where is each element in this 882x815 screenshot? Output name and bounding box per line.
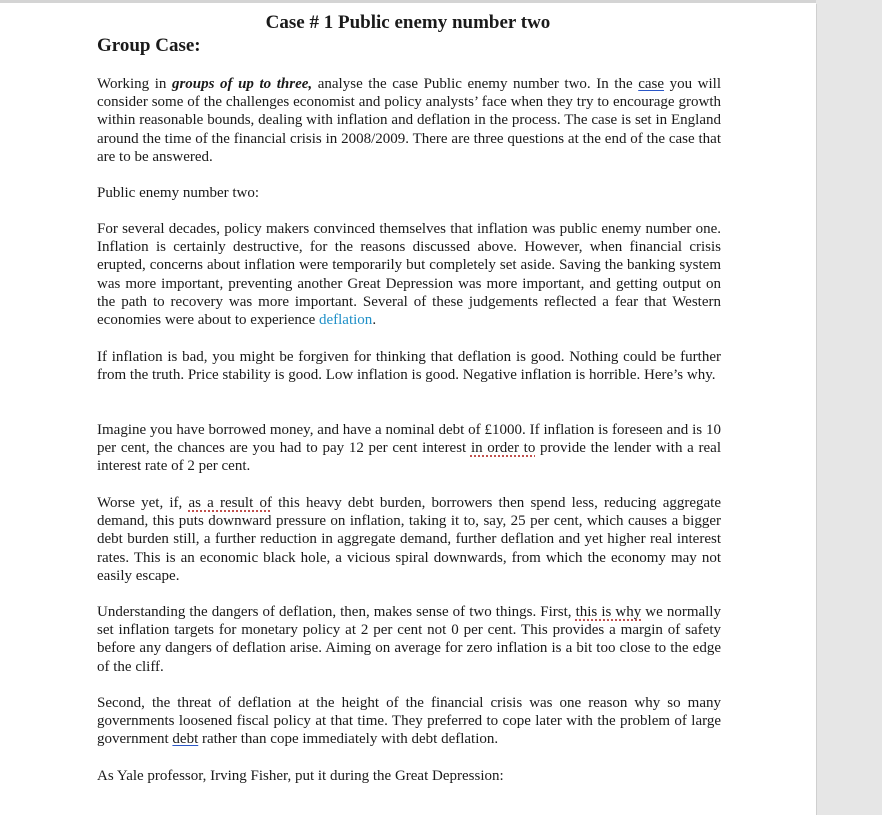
paragraph-1: [97, 220, 721, 329]
paragraph-1-text: For several decades, policy makers convinced themselves that inflation was public enemy number one. Inflation is certainly destructive, for the reasons discussed above. However, when financial crisis erupted, concerns about inflation were temporarily but completely set aside. Saving the banking system was more important, preventing another Great Depression was more important, and getting output on the path to recovery was more important. Several of these judgements reflected a fear that Western economies were about to experience: [97, 221, 721, 329]
paragraph-5-text-2: we normally set inflation targets for monetary policy at 2 per cent not 0 per cent. This provides a margin of safety before any dangers of deflation arise. Aiming on average for zero inflation is a bit too close to the edge of the cliff.: [97, 604, 721, 675]
intro-text-1: Working in: [97, 76, 172, 92]
document-title: Case # 1 Public enemy number two: [265, 12, 551, 33]
paragraph-6-text-2: rather than cope immediately with debt deflation.: [198, 731, 499, 748]
paragraph-1-end: .: [372, 312, 377, 329]
document-heading: Group Case:: [97, 35, 201, 56]
intro-paragraph: [97, 75, 721, 166]
page-top-edge: [0, 0, 816, 3]
deflation-link[interactable]: deflation: [318, 312, 373, 329]
right-gutter: [816, 0, 882, 815]
page-border: [816, 4, 817, 815]
intro-emphasis: groups of up to three,: [171, 76, 313, 92]
paragraph-6: [97, 694, 721, 749]
paragraph-4-text-2: this heavy debt burden, borrowers then spend less, reducing aggregate demand, this puts downward pressure on inflation, taking it to, say, 25 per cent, which causes a bigger debt burden still, a further reduction in aggregate demand, further deflation and yet higher real interest rates. This is an economic black hole, a vicious spiral downwards, from which the economy may not easily escape.: [97, 495, 721, 584]
style-flag-this-is-why[interactable]: this is why: [575, 604, 642, 620]
grammar-flag-debt[interactable]: debt: [172, 731, 199, 748]
paragraph-3: [97, 421, 721, 476]
paragraph-3-text-1: Imagine you have borrowed money, and have a nominal debt of £1000. If inflation is foreseen and is 10 per cent, the chances are you had to pay 12 per cent interest: [97, 422, 721, 457]
paragraph-4: [97, 494, 721, 585]
paragraph-5-text-1: Understanding the dangers of deflation, then, makes sense of two things. First,: [97, 604, 576, 620]
style-flag-as-a-result-of[interactable]: as a result of: [188, 495, 272, 511]
grammar-flag-case[interactable]: case: [638, 76, 665, 92]
paragraph-6-text-1: Second, the threat of deflation at the height of the financial crisis was one reason why so many governments loosened fiscal policy at that time. They preferred to cope later with the problem of large government: [97, 695, 721, 748]
style-flag-in-order-to[interactable]: in order to: [470, 440, 536, 457]
paragraph-5: [97, 603, 721, 676]
paragraph-3-text-2: provide the lender with a real interest rate of 2 per cent.: [97, 440, 722, 475]
intro-text-3: you will consider some of the challenges economist and policy analysts’ face when they try to encourage growth within reasonable bounds, dealing with inflation and deflation in the process. The case is set in England around the time of the financial crisis in 2008/2009. There are three questions at the end of the case that are to be answered.: [97, 76, 722, 165]
intro-text-2: analyse the case Public enemy number two. In the: [312, 76, 639, 92]
paragraph-4-text-1: Worse yet, if,: [97, 495, 189, 511]
section-label: Public enemy number two:: [97, 185, 260, 201]
paragraph-2: If inflation is bad, you might be forgiven for thinking that deflation is good. Nothing could be further from the truth. Price stability is good. Low inflation is good. Negative inflation is horrible. Here’s why.: [97, 349, 721, 384]
paragraph-7: As Yale professor, Irving Fisher, put it during the Great Depression:: [97, 768, 504, 784]
